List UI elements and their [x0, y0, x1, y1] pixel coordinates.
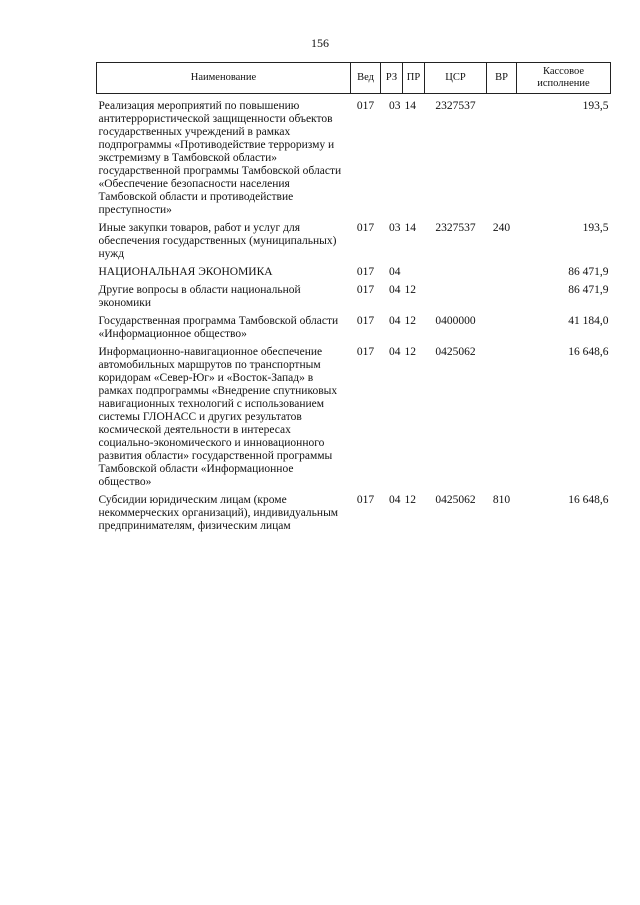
row-name: Субсидии юридическим лицам (кроме некоммерческих организаций), индивидуальным предпринимателям, физическим лицам — [98, 494, 339, 532]
table-row — [97, 94, 611, 218]
header-rz: РЗ — [381, 63, 403, 94]
row-sum: 86 471,9 — [568, 266, 609, 278]
row-csr: 0425062 — [435, 494, 476, 506]
row-vr — [487, 94, 517, 218]
table-row — [97, 217, 611, 261]
row-vr: 810 — [492, 494, 511, 506]
row-vr: 240 — [492, 222, 511, 234]
row-name: Государственная программа Тамбовской области «Информационное общество» — [98, 315, 339, 340]
row-rz: 04 — [389, 266, 401, 278]
row-name: Другие вопросы в области национальной экономики — [98, 284, 301, 309]
row-vr — [487, 279, 517, 310]
row-name: Иные закупки товаров, работ и услуг для обеспечения государственных (муниципальных) нужд — [98, 222, 337, 260]
row-name: Реализация мероприятий по повышению антитеррористической защищенности объектов государственных учреждений в рамках подпрограммы «Противодействие терроризму и экстремизму в Тамбовской области» государственной программы Тамбовской области «Обеспечение безопасности населения Тамбовской области и противодействие преступности» — [98, 100, 342, 216]
row-pr: 12 — [404, 494, 416, 506]
table-header-row — [97, 63, 611, 94]
page-number: 156 — [311, 36, 329, 50]
row-csr: 0425062 — [435, 346, 476, 358]
row-pr — [403, 261, 425, 279]
row-rz: 04 — [389, 315, 401, 327]
row-sum: 41 184,0 — [568, 315, 609, 327]
row-rz: 03 — [389, 222, 401, 234]
header-ved: Вед — [351, 63, 381, 94]
row-pr: 12 — [404, 346, 416, 358]
row-name: НАЦИОНАЛЬНАЯ ЭКОНОМИКА — [98, 266, 273, 278]
row-sum: 86 471,9 — [568, 284, 609, 296]
row-ved: 017 — [356, 222, 375, 234]
row-pr: 12 — [404, 315, 416, 327]
header-vr: ВР — [487, 63, 517, 94]
row-ved: 017 — [356, 100, 375, 112]
header-csr: ЦСР — [425, 63, 487, 94]
row-csr: 2327537 — [435, 100, 476, 112]
row-rz: 04 — [389, 494, 401, 506]
header-pr: ПР — [403, 63, 425, 94]
row-csr: 0400000 — [435, 315, 476, 327]
row-pr: 14 — [404, 100, 416, 112]
row-sum: 193,5 — [582, 100, 609, 112]
row-csr: 2327537 — [435, 222, 476, 234]
budget-execution-table — [96, 62, 611, 533]
row-ved: 017 — [356, 284, 375, 296]
row-sum: 16 648,6 — [568, 346, 609, 358]
row-sum: 193,5 — [582, 222, 609, 234]
row-ved: 017 — [356, 494, 375, 506]
row-sum: 16 648,6 — [568, 494, 609, 506]
table-row — [97, 341, 611, 489]
row-pr: 12 — [404, 284, 416, 296]
row-ved: 017 — [356, 315, 375, 327]
row-ved: 017 — [356, 346, 375, 358]
table-row — [97, 489, 611, 533]
row-rz: 04 — [389, 346, 401, 358]
row-csr — [425, 261, 487, 279]
row-csr — [425, 279, 487, 310]
row-name: Информационно-навигационное обеспечение автомобильных маршрутов по транспортным коридорам «Север-Юг» и «Восток-Запад» в рамках подпрограммы «Внедрение спутниковых навигационных технологий с использованием системы ГЛОНАСС и других результатов космической деятельности в интересах социально-экономического и инновационного развития области» государственной программы Тамбовской области «Информационное общество» — [98, 346, 338, 488]
table-row — [97, 310, 611, 341]
row-rz: 03 — [389, 100, 401, 112]
table-row — [97, 261, 611, 279]
row-pr: 14 — [404, 222, 416, 234]
row-rz: 04 — [389, 284, 401, 296]
row-ved: 017 — [356, 266, 375, 278]
row-vr — [487, 341, 517, 489]
header-name: Наименование — [97, 63, 351, 94]
header-sum: Кассовое исполнение — [517, 63, 611, 94]
table-row — [97, 279, 611, 310]
row-vr — [487, 261, 517, 279]
row-vr — [487, 310, 517, 341]
